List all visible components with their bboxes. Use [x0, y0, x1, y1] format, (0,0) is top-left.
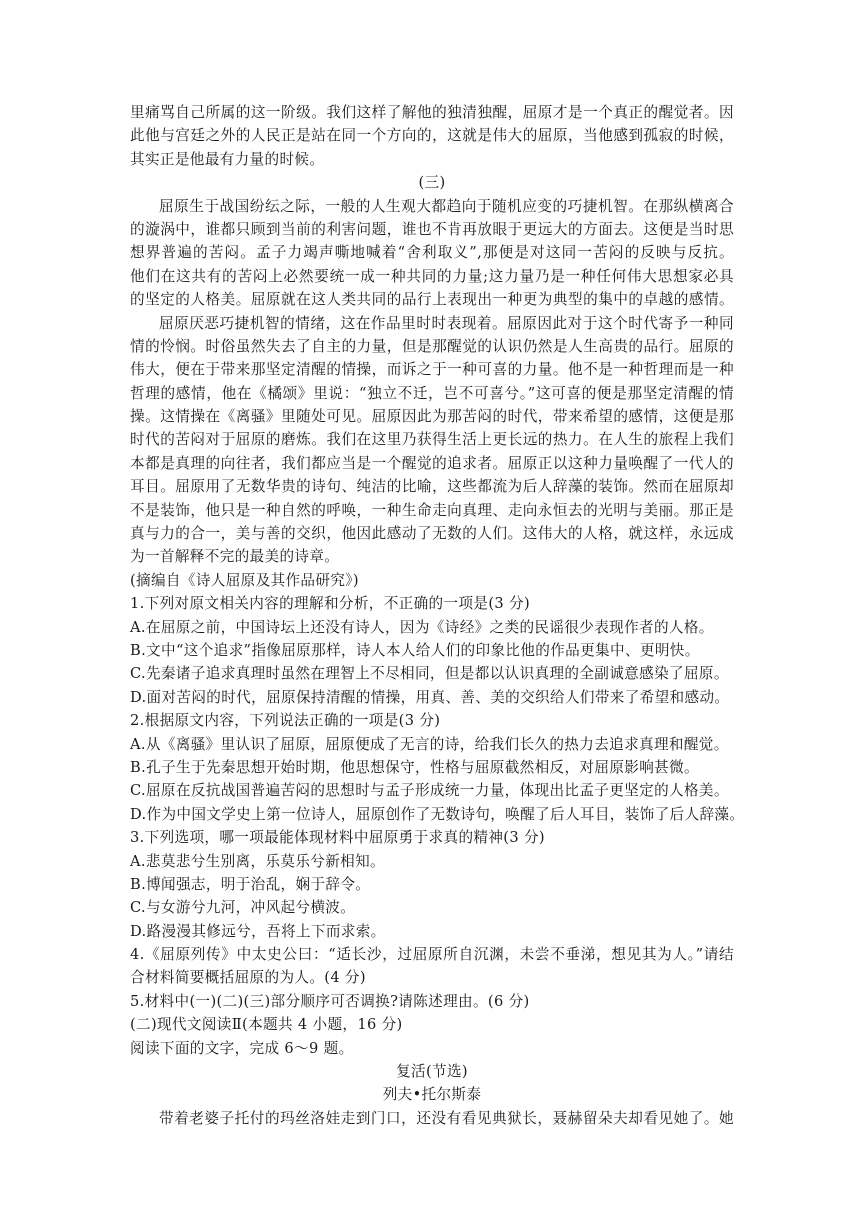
text-line: 情的怜悯。时俗虽然失去了自主的力量，但是那醒觉的认识仍然是人生高贵的品行。屈原的: [130, 337, 734, 355]
text-line: A.在屈原之前，中国诗坛上还没有诗人，因为《诗经》之类的民谣很少表现作者的人格。: [130, 618, 714, 636]
text-line: 合材料简要概括屈原的为人。(4 分): [130, 969, 366, 987]
text-line: D.作为中国文学史上第一位诗人，屈原创作了无数诗句，唤醒了后人耳目，装饰了后人辞藻。: [130, 805, 745, 823]
text-line: B.文中“这个追求”指像屈原那样，诗人本人给人们的印象比他的作品更集中、更明快。: [130, 641, 700, 659]
text-line: 复活(节选): [396, 1063, 468, 1081]
text-line: 耳目。屈原用了无数华贵的诗句、纯洁的比喻，这些都流为后人辞藻的装饰。然而在屈原却: [130, 478, 734, 496]
text-line: C.与女游兮九河，冲风起兮横波。: [130, 899, 356, 917]
text-line: 里痛骂自己所属的这一阶级。我们这样了解他的独清独醒，屈原才是一个真正的醒觉者。因: [130, 104, 734, 121]
text-line: 为一首解释不完的最美的诗章。: [130, 548, 340, 566]
text-line: (二)现代文阅读Ⅱ(本题共 4 小题，16 分): [130, 1016, 403, 1034]
text-line: 哲理的感情，他在《橘颂》里说：“独立不迁，岂不可喜兮。”这可喜的便是那坚定清醒的情: [130, 384, 734, 402]
text-line: C.先秦诸子追求真理时虽然在理智上不尽相同，但是都以认识真理的全副诚意感染了屈原。: [130, 665, 729, 683]
text-line: 3.下列选项，哪一项最能体现材料中屈原勇于求真的精神(3 分): [130, 829, 545, 847]
text-line: 伟大，便在于带来那坚定清醒的情操，而诉之于一种可喜的力量。他不是一种哲理而是一种: [130, 361, 734, 379]
text-line: 的漩涡中，谁都只顾到当前的利害问题，谁也不肯再放眼于更远大的方面去。这便是当时思: [130, 220, 734, 238]
text-line: B.孔子生于先秦思想开始时期，他思想保守，性格与屈原截然相反，对屈原影响甚微。: [130, 758, 699, 776]
text-line: D.面对苦闷的时代，屈原保持清醒的情操，用真、善、美的交织给人们带来了希望和感动。: [130, 688, 730, 706]
text-line: 列夫•托尔斯泰: [382, 1086, 482, 1104]
text-line: B.博闻强志，明于治乱，娴于辞令。: [130, 875, 371, 893]
text-line: 5.材料中(一)(二)(三)部分顺序可否调换?请陈述理由。(6 分): [130, 992, 530, 1010]
text-line: 本都是真理的向往者，我们都应当是一个醒觉的追求者。屈原正以这种力量唤醒了一代人的: [130, 454, 734, 472]
text-line: 1.下列对原文相关内容的理解和分析，不正确的一项是(3 分): [130, 595, 530, 613]
text-line: 阅读下面的文字，完成 6～9 题。: [130, 1039, 354, 1057]
text-line: 带着老婆子托付的玛丝洛娃走到门口，还没有看见典狱长，聂赫留朵夫却看见她了。她: [159, 1109, 734, 1127]
text-line: 此他与宫廷之外的人民正是站在同一个方向的，这就是伟大的屈原，当他感到孤寂的时候，: [130, 127, 734, 145]
text-line: (摘编自《诗人屈原及其作品研究》): [130, 571, 359, 589]
text-line: 屈原厌恶巧捷机智的情绪，这在作品里时时表现着。屈原因此对于这个时代寄予一种同: [159, 314, 734, 332]
text-line: C.屈原在反抗战国普遍苦闷的思想时与孟子形成统一力量，体现出比孟子更坚定的人格美。: [130, 782, 729, 800]
text-line: D.路漫漫其修远兮，吾将上下而求索。: [130, 922, 386, 940]
text-line: 2.根据原文内容，下列说法正确的一项是(3 分): [130, 712, 441, 730]
text-line: 其实正是他最有力量的时候。: [130, 150, 325, 168]
text-line: 屈原生于战国纷纭之际，一般的人生观大都趋向于随机应变的巧捷机智。在那纵横离合: [159, 197, 734, 215]
text-line: 不是装饰，他只是一种自然的呼唤，一种生命走向真理、走向永恒去的光明与美丽。那正是: [130, 501, 734, 519]
text-line: 想界普遍的苦闷。孟子力竭声嘶地喊着“舍利取义”,那便是对这同一苦闷的反映与反抗。: [130, 244, 734, 262]
text-line: 操。这情操在《离骚》里随处可见。屈原因此为那苦闷的时代，带来希望的感情，这便是那: [130, 408, 734, 426]
text-line: 他们在这共有的苦闷上必然要统一成一种共同的力量;这力量乃是一种任何伟大思想家必具: [130, 267, 734, 285]
text-line: 真与力的合一，美与善的交织，他因此感动了无数的人们。这伟大的人格，就这样，永远成: [130, 525, 734, 543]
text-line: A.悲莫悲兮生别离，乐莫乐兮新相知。: [130, 852, 385, 870]
text-line: 4.《屈原列传》中太史公曰：“适长沙，过屈原所自沉渊，未尝不垂涕，想见其为人。”请结: [130, 946, 734, 964]
text-line: A.从《离骚》里认识了屈原，屈原便成了无言的诗，给我们长久的热力去追求真理和醒觉。: [130, 735, 729, 753]
text-line: (三): [418, 174, 446, 192]
text-line: 的坚定的人格美。屈原就在这人类共同的品行上表现出一种更为典型的集中的卓越的感情。: [130, 291, 734, 309]
text-line: 时代的苦闷对于屈原的磨炼。我们在这里乃获得生活上更长远的热力。在人生的旅程上我们: [130, 431, 734, 449]
